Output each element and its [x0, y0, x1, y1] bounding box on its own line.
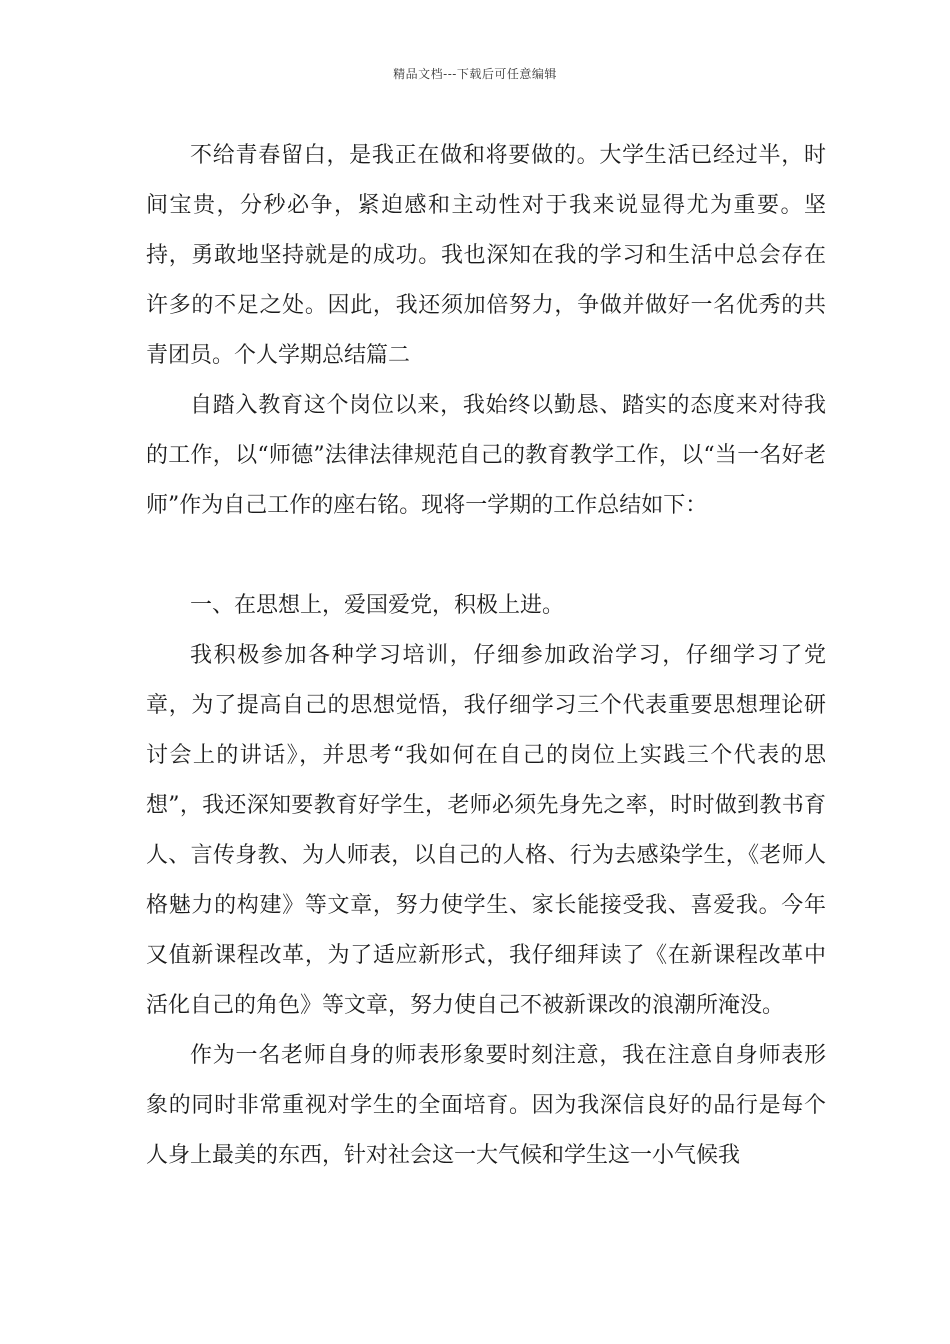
paragraph-teacher-image: 作为一名老师自身的师表形象要时刻注意，我在注意自身师表形象的同时非常重视对学生的全面培育。因为我深信良好的品行是每个人身上最美的东西，针对社会这一大气候和学生这一小气候我: [146, 1043, 826, 1168]
paragraph-spacer: [146, 531, 826, 581]
document-body: [146, 131, 826, 1181]
section-heading-thought: 一、在思想上，爱国爱党，积极上进。: [190, 593, 565, 618]
paragraph-teaching-intro: 自踏入教育这个岗位以来，我始终以勤恳、踏实的态度来对待我的工作，以“师德”法律法律规范自己的教育教学工作，以“当一名好老师”作为自己工作的座右铭。现将一学期的工作总结如下：: [146, 393, 826, 518]
paragraph-political-study: 我积极参加各种学习培训，仔细参加政治学习，仔细学习了党章，为了提高自己的思想觉悟，我仔细学习三个代表重要思想理论研讨会上的讲话》，并思考“我如何在自己的岗位上实践三个代表的思想”，我还深知要教育好学生，老师必须先身先之率，时时做到教书育人、言传身教、为人师表，以自己的人格、行为去感染学生，《老师人格魅力的构建》等文章，努力使学生、家长能接受我、喜爱我。今年又值新课程改革，为了适应新形式，我仔细拜读了《在新课程改革中活化自己的角色》等文章，努力使自己不被新课改的浪潮所淹没。: [146, 643, 826, 1018]
paragraph-youth-summary: 不给青春留白，是我正在做和将要做的。大学生活已经过半，时间宝贵，分秒必争，紧迫感和主动性对于我来说显得尤为重要。坚持，勇敢地坚持就是的成功。我也深知在我的学习和生活中总会存在许多的不足之处。因此，我还须加倍努力，争做并做好一名优秀的共青团员。个人学期总结篇二: [146, 143, 826, 368]
page-header: 精品文档---下载后可任意编辑: [393, 67, 557, 81]
